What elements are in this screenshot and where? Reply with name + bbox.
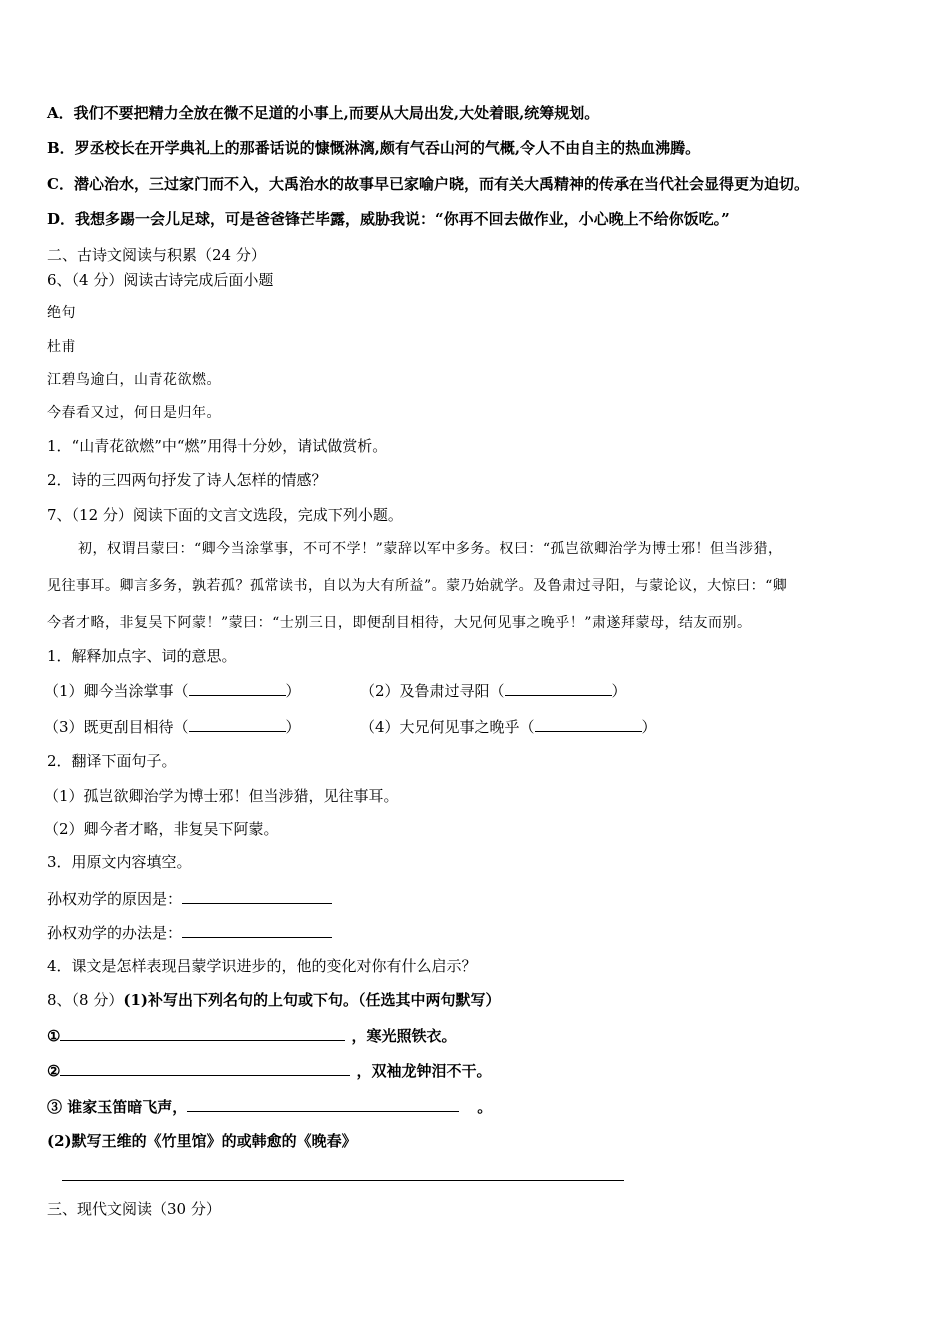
item3-text: （3）既更刮目相待（	[44, 718, 189, 736]
q6-title: 6、（4 分）阅读古诗完成后面小题	[47, 271, 274, 289]
fill-2	[47, 922, 332, 943]
q7-title: 7、（12 分）阅读下面的文言文选段，完成下列小题。	[47, 506, 403, 524]
q7-sub3: 3．用原文内容填空。	[47, 853, 192, 871]
item2-close: ）	[611, 682, 627, 700]
item4-blank[interactable]	[535, 716, 642, 732]
poem-author: 杜甫	[47, 339, 76, 355]
fill-1	[47, 888, 332, 909]
item4-text: （4）大兄何见事之晚乎（	[360, 718, 535, 736]
q8-l3-prefix: ③ 谁家玉笛暗飞声，	[47, 1098, 188, 1116]
q8-line-2	[47, 1060, 491, 1081]
item3-close: ）	[285, 718, 301, 736]
trans-2: （2）卿今者才略，非复吴下阿蒙。	[44, 820, 279, 838]
section2-heading: 二、古诗文阅读与积累（24 分）	[47, 246, 266, 264]
q8-l2-blank[interactable]	[60, 1060, 350, 1076]
choice-b: B．罗丞校长在开学典礼上的那番话说的慷慨淋漓,颇有气吞山河的气概,令人不由自主的热血沸腾。	[47, 139, 701, 157]
item1-text: （1）卿今当涂掌事（	[44, 682, 189, 700]
q7-sub4: 4．课文是怎样表现吕蒙学识进步的，他的变化对你有什么启示？	[47, 957, 477, 975]
item2-text: （2）及鲁肃过寻阳（	[360, 682, 505, 700]
q8-line-3	[47, 1096, 492, 1117]
choice-d: D．我想多踢一会儿足球，可是爸爸锋芒毕露，威胁我说：“你再不回去做作业，小心晚上不给你饭吃。”	[47, 210, 730, 228]
trans-1: （1）孤岂欲卿治学为博士邪！但当涉猎，见往事耳。	[44, 787, 399, 805]
fill2-label: 孙权劝学的办法是：	[47, 924, 183, 942]
item1-close: ）	[285, 682, 301, 700]
q8-l2-suffix: ，双袖龙钟泪不干。	[356, 1062, 492, 1080]
fill1-blank[interactable]	[182, 888, 332, 904]
q7-sub1: 1．解释加点字、词的意思。	[47, 647, 237, 665]
item4-close: ）	[641, 718, 657, 736]
q8-title-prefix: 8、（8 分）	[47, 991, 124, 1009]
q8-part2: (2)默写王维的《竹里馆》的或韩愈的《晚春》	[47, 1132, 357, 1150]
q7-item-4	[360, 716, 657, 737]
passage-line-3: 今者才略，非复吴下阿蒙！”蒙曰：“士别三日，即便刮目相待，大兄何见事之晚乎！”肃遂拜蒙母，结友而别。	[47, 615, 752, 631]
q7-item-3	[44, 716, 301, 737]
passage-line-1: 初，权谓吕蒙曰：“卿今当涂掌事，不可不学！”蒙辞以军中多务。权曰：“孤岂欲卿治学为博士邪！但当涉猎，	[78, 541, 783, 557]
q7-item-1	[44, 680, 301, 701]
fill2-blank[interactable]	[182, 922, 332, 938]
q8-l3-blank[interactable]	[187, 1096, 459, 1112]
passage-line-2: 见往事耳。卿言多务，孰若孤？孤常读书，自以为大有所益”。蒙乃始就学。及鲁肃过寻阳，与蒙论议，大惊曰：“卿	[47, 578, 788, 594]
q7-item-2	[360, 680, 627, 701]
poem-line-2: 今春看又过，何日是归年。	[47, 405, 221, 421]
choice-a: A．我们不要把精力全放在微不足道的小事上,而要从大局出发,大处着眼,统筹规划。	[47, 104, 600, 122]
item3-blank[interactable]	[189, 716, 286, 732]
q8-l2-prefix: ②	[47, 1062, 61, 1080]
fill1-label: 孙权劝学的原因是：	[47, 890, 183, 908]
item1-blank[interactable]	[189, 680, 286, 696]
q7-sub2: 2．翻译下面句子。	[47, 752, 177, 770]
q8-l1-prefix: ①	[47, 1027, 61, 1045]
q8-line-1	[47, 1025, 456, 1046]
choice-c: C．潜心治水，三过家门而不入，大禹治水的故事早已家喻户晓，而有关大禹精神的传承在当代社会显得更为迫切。	[47, 175, 809, 193]
q8-title	[47, 990, 501, 1010]
q8-title-bold: (1)补写出下列名句的上句或下句。（任选其中两句默写）	[123, 991, 501, 1009]
section3-heading: 三、现代文阅读（30 分）	[47, 1200, 221, 1218]
q8-l3-suffix: 。	[477, 1098, 493, 1116]
q6-sub2: 2．诗的三四两句抒发了诗人怎样的情感？	[47, 471, 327, 489]
poem-line-1: 江碧鸟逾白，山青花欲燃。	[47, 372, 221, 388]
q8-answer-line[interactable]	[62, 1180, 624, 1181]
poem-title: 绝句	[47, 305, 76, 321]
item2-blank[interactable]	[505, 680, 612, 696]
q6-sub1: 1．“山青花欲燃”中“燃”用得十分妙，请试做赏析。	[47, 437, 388, 455]
q8-l1-blank[interactable]	[60, 1025, 345, 1041]
q8-l1-suffix: ，寒光照铁衣。	[351, 1027, 457, 1045]
